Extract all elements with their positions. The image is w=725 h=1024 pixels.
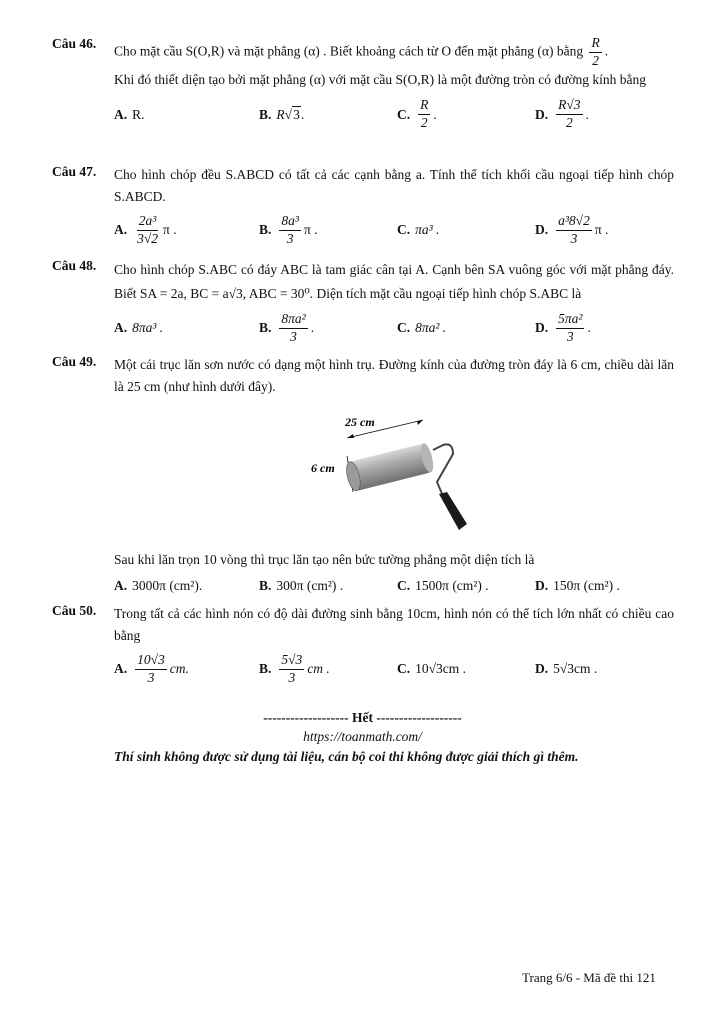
answer-options [114,210,674,250]
question-text: Sau khi lăn trọn 10 vòng thì trục lăn tạo nên bức tường phẳng một diện tích là [114,552,535,567]
option-a[interactable]: A. $\frac{\text{2a³}}{3√2}$ π . [114,212,177,246]
option-d[interactable]: D. 5√3cm . [535,661,598,676]
question-text: Cho hình chóp đều S.ABCD có tất cả các cạnh bằng a. Tính thể tích khối cầu ngoại tiếp hình chóp S.ABCD. [114,167,674,204]
question-text: Cho mặt cầu S(O,R) và mặt phẳng (α) . Biết khoảng cách từ O đến mặt phẳng (α) bằng [114,43,584,59]
roller-frame [433,444,453,496]
option-d[interactable]: D. $\frac{\text{a³8√2}}{3}$ π . [535,212,609,246]
exam-note: Thí sinh không được sử dụng tài liệu, cán bộ coi thi không được giải thích gì thêm. [114,749,579,764]
question-text: Một cái trục lăn sơn nước có dạng một hình trụ. Đường kính của đường tròn đáy là 6 cm, chiều dài lăn là 25 cm (như hình dưới đây). [114,357,674,394]
option-a[interactable]: A. $\frac{10√3}{3}$ cm. [114,651,189,685]
question-49-continued [52,549,674,601]
end-marker: ------------------- Hết ------------------- [263,710,462,725]
option-c[interactable]: C. 10√3cm . [397,661,467,676]
length-label: 25 cm [345,415,375,429]
question-text: Cho hình chóp S.ABC có đáy ABC là tam giác cân tại A. Cạnh bên SA vuông góc với mặt phẳng đáy. Biết SA = 2a, BC = a√3, ABC = 30⁰. Diện tích mặt cầu ngoại tiếp hình chóp S.ABC là [114,262,674,301]
option-a[interactable]: A. R. [114,106,145,122]
question-46: Câu 46. Cho mặt cầu S(O,R) và mặt phẳng (α) . Biết khoảng cách từ O đến mặt phẳng (α) bằng $\frac{R}{2}$ . Khi đó thiết diện tạo bởi mặt phẳng (α) với mặt cầu S(O,R) là một đường tròn có đường kính bằng A. R. B. R √3 . C. $\frac{R}{2}$ . D. $\frac{R√3}{2}$ . [52,36,674,135]
website-link[interactable]: https://toanmath.com/ [303,729,422,744]
question-text-continued: Khi đó thiết diện tạo bởi mặt phẳng (α) với mặt cầu S(O,R) là một đường tròn có đường kính bằng [114,71,647,87]
option-c[interactable]: C. πa³ . [397,222,440,237]
option-d[interactable]: D. $\frac{R√3}{2}$ . [535,97,589,131]
option-d[interactable]: D. 150π (cm²) . [535,578,620,593]
question-50 [52,603,674,689]
answer-options [114,95,674,135]
option-c[interactable]: C. 8πa² . [397,320,447,335]
paint-roller-figure [305,412,475,537]
option-c[interactable]: C. 1500π (cm²) . [397,578,489,593]
question-label: Câu 49. [52,354,97,369]
question-label: Câu 50. [52,603,97,618]
answer-options [114,649,674,689]
option-b[interactable]: B. $\frac{\text{8a³}}{3}$ π . [259,212,318,246]
question-48 [52,258,674,348]
roller-handle [439,492,467,530]
option-b[interactable]: B. $\frac{\text{8πa²}}{3}$ . [259,310,315,344]
question-49 [52,354,674,398]
diameter-label: 6 cm [311,461,335,475]
question-text: Trong tất cả các hình nón có độ dài đường sinh bằng 10cm, hình nón có thể tích lớn nhất có chiều cao bằng [114,606,674,643]
option-d[interactable]: D. $\frac{\text{5πa²}}{3}$ . [535,310,591,344]
question-47 [52,164,674,250]
answer-options [114,308,674,348]
answer-options [114,571,674,601]
question-label: Câu 46. [52,36,97,51]
option-b[interactable]: B. 300π (cm²) . [259,578,344,593]
option-a[interactable]: A. 8πa³ . [114,320,164,335]
roller-cylinder [349,443,432,491]
option-b[interactable]: B. $\frac{5√3}{3}$ cm . [259,651,330,685]
option-b[interactable]: B. R √3 . [259,106,305,122]
option-a[interactable]: A. 3000π (cm²). [114,578,203,593]
page-footer: Trang 6/6 - Mã đề thi 121 [522,970,656,985]
fraction: $\frac{R}{2}$ [591,35,600,68]
question-label: Câu 47. [52,164,97,179]
question-label: Câu 48. [52,258,97,273]
option-c[interactable]: C. $\frac{R}{2}$ . [397,97,437,131]
